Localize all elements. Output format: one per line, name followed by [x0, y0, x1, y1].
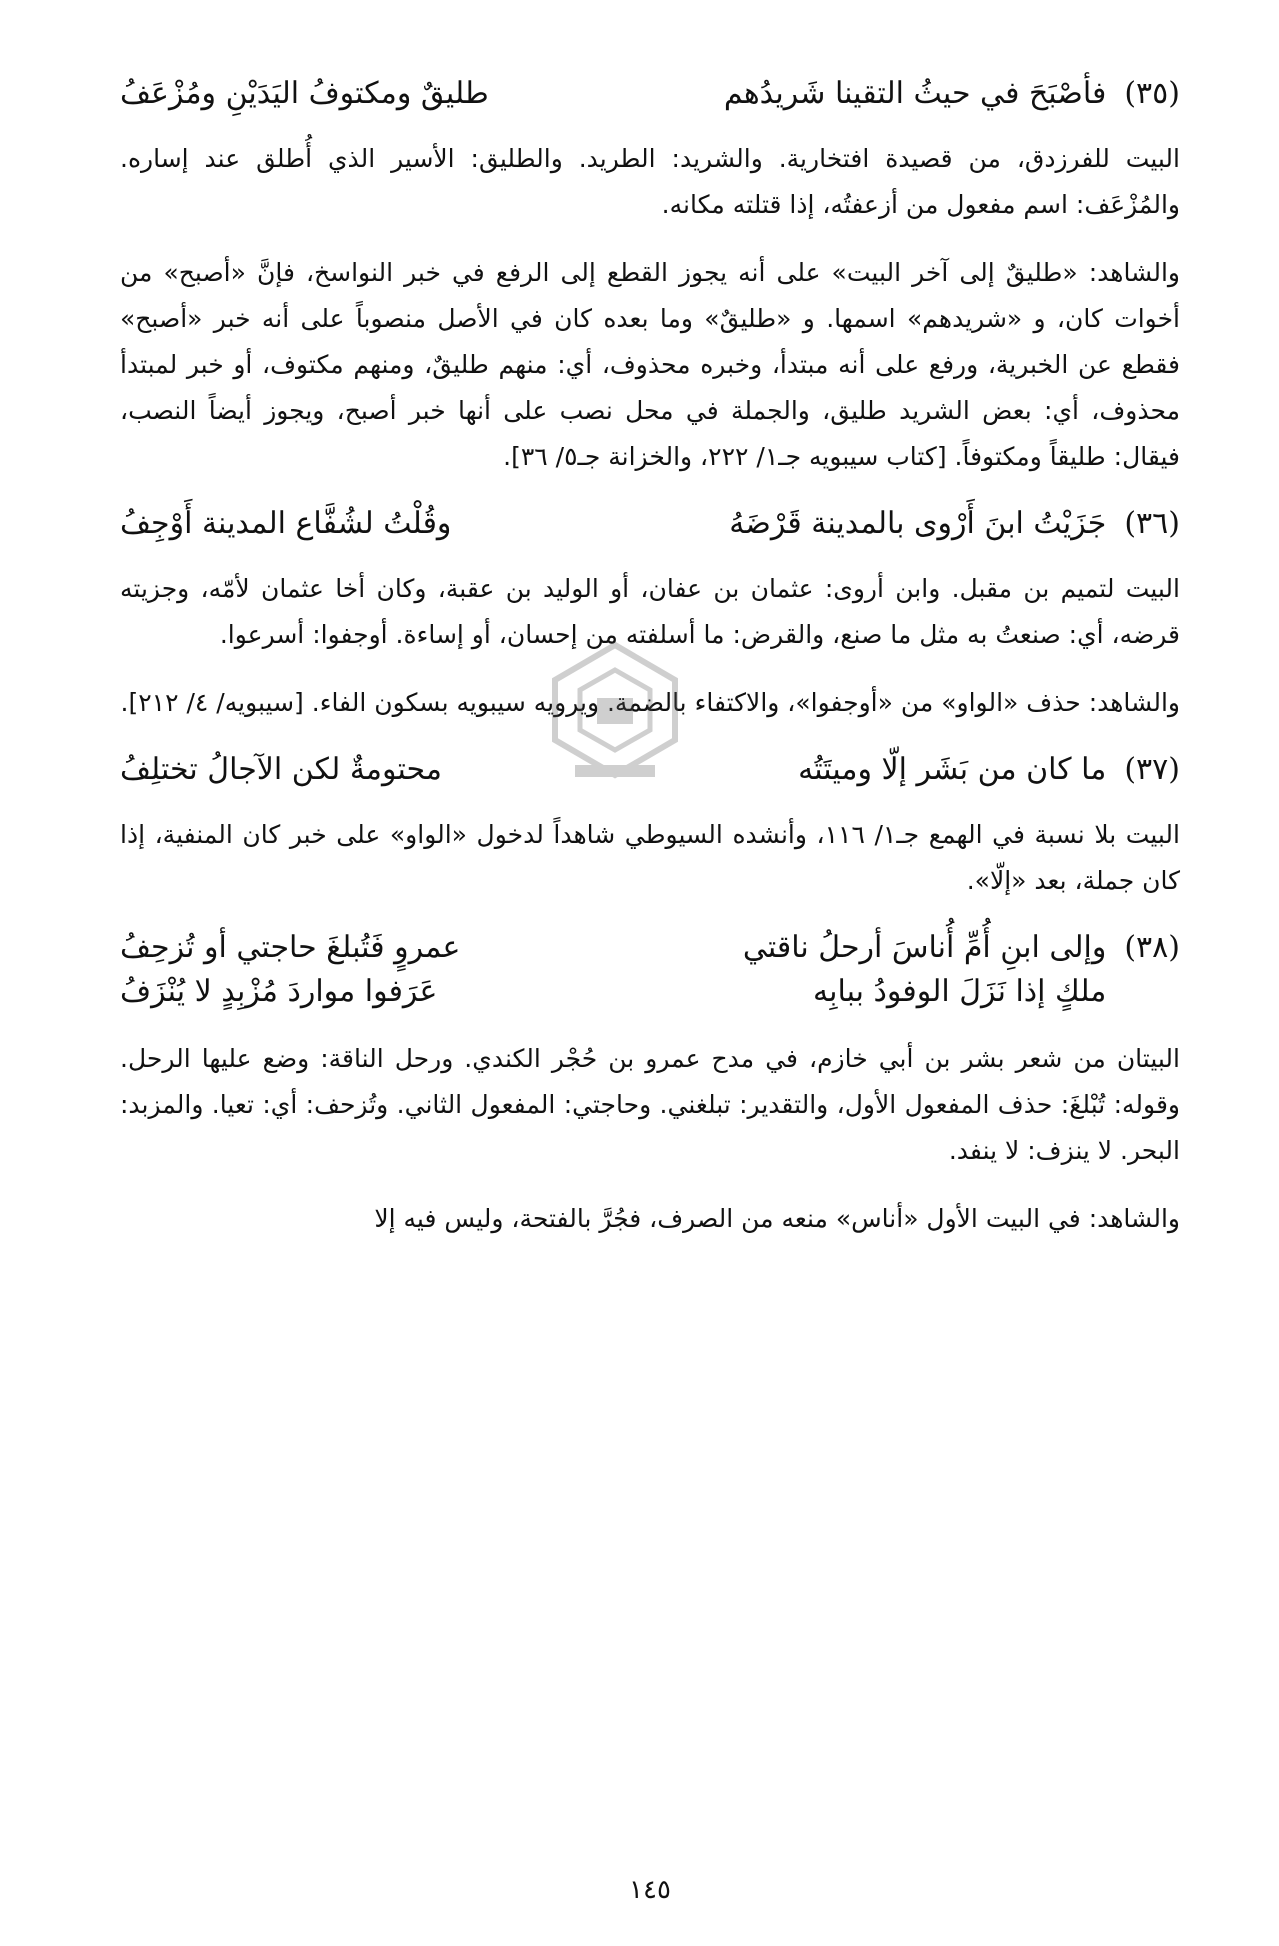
library-seal-watermark-icon — [545, 640, 685, 790]
book-page — [120, 60, 1180, 1920]
verse-number: (٣٥) — [1124, 76, 1180, 111]
verse-first-hemistich: فأصْبَحَ في حيثُ التقينا شَريدُهم — [723, 76, 1107, 111]
verse-second-hemistich: طليقٌ ومكتوفُ اليَدَيْنِ ومُزْعَفُ — [119, 76, 489, 111]
verse-second-hemistich: وقُلْتُ لشُفَّاع المدينة أَوْجِفُ — [119, 506, 452, 541]
verse-first-hemistich: ملكٍ إذا نَزَلَ الوفودُ ببابِه — [813, 974, 1107, 1009]
verse-number: (٣٨) — [1124, 930, 1180, 965]
verse-36 — [120, 502, 1180, 546]
verse-first-hemistich: وإلى ابنِ أُمِّ أُناسَ أرحلُ ناقتي — [742, 930, 1107, 965]
commentary-paragraph: والشاهد: حذف «الواو» من «أوجفوا»، والاكتفاء بالضمة. ويرويه سيبويه بسكون الفاء. [سيبويه/ ٤/ ٢١٢]. — [120, 688, 1180, 717]
verse-number: (٣٦) — [1124, 506, 1180, 541]
verse-second-hemistich: محتومةٌ لكن الآجالُ تختلِفُ — [119, 752, 442, 787]
commentary-paragraph: البيت بلا نسبة في الهمع جـ١/ ١١٦، وأنشده السيوطي شاهداً لدخول «الواو» على خبر كان المنفية، إذا كان جملة، بعد «إلّا». — [120, 820, 1180, 895]
verse-number: (٣٧) — [1124, 752, 1180, 787]
commentary-paragraph: البيت للفرزدق، من قصيدة افتخارية. والشريد: الطريد. والطليق: الأسير الذي أُطلق عند إساره. والمُزْعَف: اسم مفعول من أزعفتُه، إذا قتلته مكانه. — [120, 144, 1180, 219]
verse-first-hemistich: جَزَيْتُ ابنَ أَرْوى بالمدينة قَرْضَهُ — [729, 506, 1107, 541]
commentary-paragraph: البيتان من شعر بشر بن أبي خازم، في مدح عمرو بن حُجْر الكندي. ورحل الناقة: وضع عليها الرحل. وقوله: تُبْلغَ: حذف المفعول الأول، والتقدير: تبلغني. وحاجتي: المفعول الثاني. وتُزحف: أي: تعيا. والمزبد: البحر. لا ينزف: لا ينفد. — [120, 1044, 1180, 1165]
verse-second-hemistich: عمروٍ فَتُبلغَ حاجتي أو تُزحِفُ — [119, 930, 461, 965]
verse-line — [120, 926, 1180, 970]
verse-line — [120, 970, 1180, 1014]
commentary-paragraph: والشاهد: في البيت الأول «أناس» منعه من الصرف، فجُرَّ بالفتحة، وليس فيه إلا — [374, 1204, 1180, 1233]
verse-second-hemistich: عَرَفوا مواردَ مُزْبِدٍ لا يُنْزَفُ — [119, 974, 438, 1009]
verse-35 — [120, 72, 1180, 116]
verse-38 — [120, 926, 1180, 1014]
verse-first-hemistich: ما كان من بَشَر إلّا وميتَتُه — [798, 752, 1107, 787]
commentary-paragraph: والشاهد: «طليقٌ إلى آخر البيت» على أنه يجوز القطع إلى الرفع في خبر النواسخ، فإنَّ «أصبح» من أخوات كان، و «شريدهم» اسمها. و «طليقٌ» وما بعده كان في الأصل منصوباً على أنه خبر «أصبح» فقطع عن الخبرية، ورفع على أنه مبتدأ، وخبره محذوف، أي: منهم طليقٌ، ومنهم مكتوف، أو خبر لمبتدأ محذوف، أي: بعض الشريد طليق، والجملة في محل نصب على أنها خبر أصبح، ويجوز أيضاً النصب، فيقال: طليقاً ومكتوفاً. [كتاب سيبويه جـ١/ ٢٢٢، والخزانة جـ٥/ ٣٦]. — [120, 258, 1180, 471]
commentary-paragraph: البيت لتميم بن مقبل. وابن أروى: عثمان بن عفان، أو الوليد بن عقبة، وكان أخا عثمان لأمّه، وجزيته قرضه، أي: صنعتُ به مثل ما صنع، والقرض: ما أسلفته من إحسان، أو إساءة. أوجفوا: أسرعوا. — [120, 574, 1180, 649]
page-number: ١٤٥ — [629, 1875, 671, 1905]
